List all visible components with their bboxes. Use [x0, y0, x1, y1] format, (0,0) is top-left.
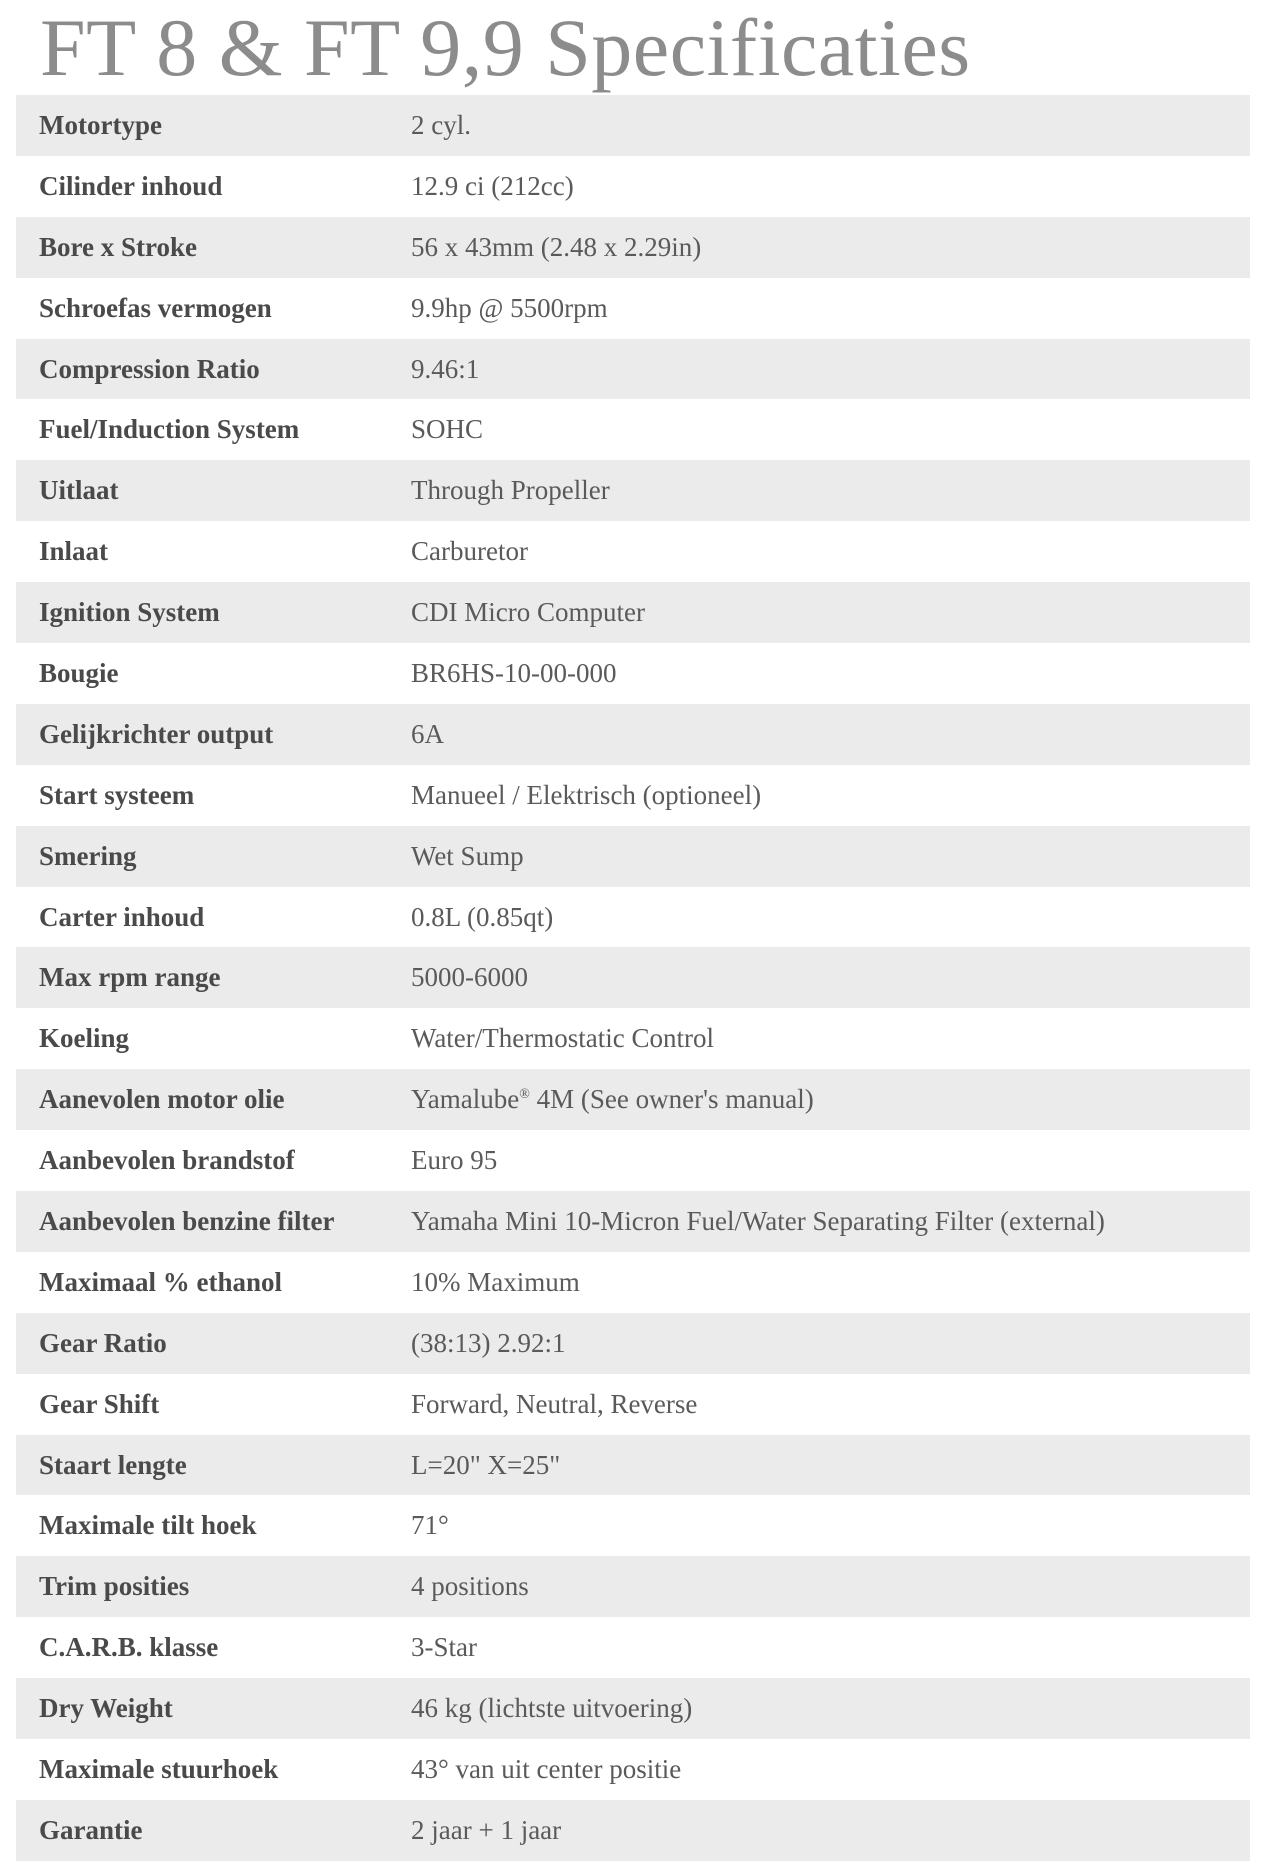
spec-label: Smering	[39, 840, 137, 871]
spec-label: Bore x Stroke	[39, 231, 197, 262]
spec-label: Trim posities	[39, 1571, 190, 1602]
spec-label: Inlaat	[39, 536, 109, 567]
spec-value: L=20" X=25"	[411, 1449, 561, 1480]
spec-value: 10% Maximum	[411, 1266, 580, 1297]
spec-label: Gear Ratio	[39, 1327, 167, 1358]
spec-value: 71°	[411, 1510, 449, 1541]
spec-label: Gelijkrichter output	[39, 718, 274, 749]
spec-value: BR6HS-10-00-000	[411, 657, 617, 688]
spec-label: Garantie	[39, 1814, 143, 1845]
spec-row	[16, 947, 1250, 1008]
spec-value: CDI Micro Computer	[411, 597, 645, 628]
spec-row	[16, 217, 1250, 278]
spec-label: Gear Shift	[39, 1388, 160, 1419]
spec-row	[16, 1678, 1250, 1739]
spec-label: Uitlaat	[39, 475, 119, 506]
spec-label: Fuel/Induction System	[39, 414, 300, 445]
spec-value: 56 x 43mm (2.48 x 2.29in)	[411, 231, 702, 262]
spec-row	[16, 582, 1250, 643]
spec-value: 0.8L (0.85qt)	[411, 901, 554, 932]
spec-value: Euro 95	[411, 1145, 498, 1176]
spec-value: 46 kg (lichtste uitvoering)	[411, 1693, 693, 1724]
spec-row	[16, 1617, 1250, 1678]
spec-label: C.A.R.B. klasse	[39, 1632, 219, 1663]
spec-label: Motortype	[39, 109, 162, 140]
spec-value: Water/Thermostatic Control	[411, 1023, 714, 1054]
spec-row	[16, 1008, 1250, 1069]
spec-label: Aanbevolen benzine filter	[39, 1205, 335, 1236]
spec-value: Manueel / Elektrisch (optioneel)	[411, 779, 762, 810]
spec-label: Max rpm range	[39, 962, 221, 993]
spec-row	[16, 1313, 1250, 1374]
spec-value: SOHC	[411, 414, 484, 445]
spec-label: Cilinder inhoud	[39, 170, 223, 201]
spec-row	[16, 399, 1250, 460]
spec-label: Start systeem	[39, 779, 195, 810]
spec-row	[16, 704, 1250, 765]
spec-row	[16, 643, 1250, 704]
spec-label: Compression Ratio	[39, 353, 260, 384]
spec-row	[16, 765, 1250, 826]
spec-value: Through Propeller	[411, 475, 610, 506]
spec-row	[16, 156, 1250, 217]
spec-row	[16, 826, 1250, 887]
spec-label: Bougie	[39, 657, 119, 688]
spec-value: Carburetor	[411, 536, 528, 567]
spec-row	[16, 1130, 1250, 1191]
spec-label: Maximaal % ethanol	[39, 1266, 282, 1297]
spec-label: Aanevolen motor olie	[39, 1084, 285, 1115]
spec-value: Wet Sump	[411, 840, 524, 871]
spec-row	[16, 1252, 1250, 1313]
spec-row	[16, 95, 1250, 156]
spec-label: Ignition System	[39, 597, 220, 628]
spec-value: Forward, Neutral, Reverse	[411, 1388, 698, 1419]
spec-row	[16, 1556, 1250, 1617]
spec-label: Staart lengte	[39, 1449, 187, 1480]
spec-row	[16, 1739, 1250, 1800]
spec-row	[16, 460, 1250, 521]
spec-value: (38:13) 2.92:1	[411, 1327, 566, 1358]
spec-value: 9.9hp @ 5500rpm	[411, 292, 608, 323]
spec-row	[16, 1800, 1250, 1861]
spec-row	[16, 339, 1250, 400]
spec-label: Dry Weight	[39, 1693, 173, 1724]
spec-row	[16, 278, 1250, 339]
spec-row	[16, 521, 1250, 582]
spec-label: Koeling	[39, 1023, 130, 1054]
page-title: FT 8 & FT 9,9 Specificaties	[40, 2, 971, 93]
spec-value: Yamaha Mini 10-Micron Fuel/Water Separating Filter (external)	[411, 1205, 1105, 1236]
spec-label: Schroefas vermogen	[39, 292, 272, 323]
spec-value: 3-Star	[411, 1632, 477, 1663]
spec-value: 5000-6000	[411, 962, 528, 993]
spec-value: 43° van uit center positie	[411, 1753, 682, 1784]
spec-row	[16, 887, 1250, 948]
spec-label: Maximale tilt hoek	[39, 1510, 257, 1541]
spec-row	[16, 1495, 1250, 1556]
spec-label: Carter inhoud	[39, 901, 205, 932]
spec-label: Aanbevolen brandstof	[39, 1145, 295, 1176]
spec-value: 2 jaar + 1 jaar	[411, 1814, 562, 1845]
spec-value: 4 positions	[411, 1571, 529, 1602]
spec-value: 2 cyl.	[411, 109, 471, 140]
spec-label: Maximale stuurhoek	[39, 1753, 279, 1784]
spec-row	[16, 1435, 1250, 1496]
spec-table	[16, 95, 1250, 1861]
spec-row	[16, 1191, 1250, 1252]
spec-value: Yamalube® 4M (See owner's manual)	[411, 1084, 814, 1115]
spec-row	[16, 1374, 1250, 1435]
spec-value: 9.46:1	[411, 353, 480, 384]
spec-value: 12.9 ci (212cc)	[411, 170, 574, 201]
spec-value: 6A	[411, 718, 444, 749]
spec-row	[16, 1069, 1250, 1130]
